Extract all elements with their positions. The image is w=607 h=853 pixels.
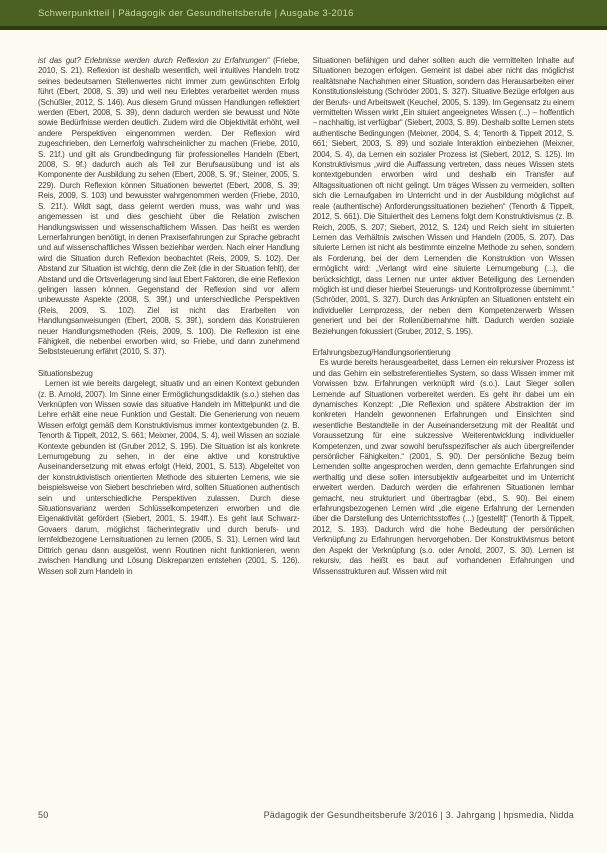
article-body bbox=[38, 56, 574, 796]
paragraph-situationen: Situationen befähigen und daher sollten auch die vermittelten Inhalte auf Situationen bezogen erfolgen. Gemeint ist dabei aber nicht das möglichst realitätsnahe Nachahmen einer Situation, sondern das Herausarbeiten einer Konstitutionsleistung (Schröder 2001, S. 327). Situative Bezüge erfolgen aus der Berufs- und Arbeitswelt (Keuchel, 2005, S. 139). Im Gegensatz zu einem vermittelten Wissen wirkt „Ein situiert angeeignetes Wissen (...) – hoffentlich – nachhaltig, ist verfügbar“ (Siebert, 2003, S. 89). Deshalb sollte Lernen stets authentische Bedingungen (Meixner, 2004, S. 4; Tenorth & Tippelt 2012, S. 661; Siebert, 2003, S. 89) und soziale Interaktion einbeziehen (Meixner, 2004, S. 4), da Lernen ein sozialer Prozess ist (Siebert, 2012, S. 125). Im Konstruktivismus „wird die Auffassung vertreten, dass neues Wissen stets kontextgebunden erworben wird und deshalb ein Transfer auf Alltagssituationen oft nicht gelingt. Um träges Wissen zu vermeiden, sollten sich die Lernaufgaben im Unterricht und in der Ausbildung möglichst auf reale (authentische) Anforderungssituationen beziehen“ (Tenorth & Tippelt, 2012, S. 661). Die Situiertheit des Lernens folgt dem Konstruktivismus (z. B. Reich, 2005, S. 207; Siebert, 2012, S. 124) und Reich sieht im situierten Lernen das Verhältnis zwischen Wissen und Handeln (2005, S. 207). Das situierte Lernen ist nicht als bestimmte einzelne Methode zu sehen, sondern als Forderung, bei der dem Lernenden die Konstruktion von Wissen ermöglicht wird: „Verlangt wird eine situierte Lernumgebung (...), die berücksichtigt, dass Lernen nur unter aktiver Beteiligung des Lernenden möglich ist und dieser hierbei Steuerungs- und Kontrollprozesse übernimmt.“ (Schröder, 2001, S. 327). Durch das Anknüpfen an Situationen entsteht ein individueller Lernprozess, der neben dem Kompetenzerwerb Wissen generiert und bei der Rollenübernahme hilft. Dadurch werden soziale Beziehungen fokussiert (Gruber, 2012, S. 195). bbox=[312, 56, 574, 336]
paragraph-reflexion bbox=[38, 56, 300, 358]
page-number: 50 bbox=[38, 810, 49, 820]
column-right bbox=[313, 56, 575, 796]
paragraph-situationsbezug: Lernen ist wie bereits dargelegt, situativ und an einen Kontext gebunden (z. B. Arnold, 2007). Im Sinne einer Ermöglichungsdidaktik (s.o.) stehen das Verknüpfen von Wissen sowie das situative Handeln im Mittelpunkt und die Lehre erhält eine neue Funktion und Gestalt. Die Generierung von neuem Wissen erfolgt gemäß dem Konstruktivismus immer kontextgebunden (z. B. Tenorth & Tippelt, 2012, S. 661; Meixner, 2004, S. 4), weil Wissen an soziale Kontexte gebunden ist (Gruber 2012, S. 195). Die Situation ist als konkrete Lernumgebung zu sehen, in der eine aktive und konstruktive Auseinandersetzung mit etwas erfolgt (Heid, 2001, S. 513). Abgeleitet von der konstruktivistisch orientierten Methode des situierten Lernens, wie sie beispielsweise von Siebert beschrieben wird, sollten Situationen authentisch sein und unterschiedliche Perspektiven zulassen. Durch diese Situationsvarianz werden Schlüsselkompetenzen erworben und die Eigenaktivität gefördert (Siebert, 2001, S. 194ff.). Es geht laut Schwarz-Govaers darum, möglichst fächerintegrativ und durch berufs- und lernfeldbezogene Lernsituationen zu lernen (2005, S. 31). Lernen wird laut Dittrich genau dann ausgelöst, wenn Routinen nicht funktionieren, wenn zwischen Handlung und Lösung Diskrepanzen entstehen (2001, S. 126). Wissen soll zum Handeln in bbox=[38, 379, 300, 576]
column-left bbox=[38, 56, 300, 796]
page-footer bbox=[38, 810, 574, 820]
running-title: Schwerpunktteil | Pädagogik der Gesundheitsberufe | Ausgabe 3-2016 bbox=[38, 7, 354, 19]
section-heading-situationsbezug: Situationsbezug bbox=[38, 368, 93, 378]
footer-journal-info: Pädagogik der Gesundheitsberufe 3/2016 | 3. Jahrgang | hpsmedia, Nidda bbox=[263, 810, 574, 820]
page-header-bar bbox=[0, 0, 607, 30]
section-heading-erfahrungsbezug: Erfahrungsbezug/Handlungsorientierung bbox=[312, 347, 451, 357]
paragraph-text: (Friebe, 2010, S. 21). Reflexion ist deshalb wesentlich, weil intuitives Handeln trotz seines bedeutsamen Stellenwertes nicht immer zum gewünschten Erfolg führt (Ebert, 2008, S. 39) und weil neu Erlebtes verarbeitet werden muss (Schüßler, 2012, S. 146). Aus diesem Grund müssen Handlungen reflektiert werden (Ebert, 2008, S. 39), denn dadurch werden sie bewusst und Nöte sowie Bedürfnisse werden deutlich. Zudem wird die Objektivität erhöht, weil andere Perspektiven eingenommen werden. Der Reflexion wird zugeschrieben, den Lernerfolg wahrscheinlicher zu machen (Friebe, 2010, S. 21f.) und gilt als Grundbedingung für professionelles Handeln (Ebert, 2008, S. 9f.) dadurch auch als Teil zur Berufsausübung und ist als Komponente der Ausbildung zu sehen (Ebert, 2008, S. 9f.; Steiner, 2005, S. 229). Durch Reflexion können Situationen bewertet (Ebert, 2008, S. 39; Reis, 2009, S. 103) und bewusster wahrgenommen werden (Friebe, 2010, S. 21f.). Wildt sagt, dass gelernt werden muss, was wahr und was angemessen ist und dies geschieht über die Relation zwischen Handlungswissen und wissenschaftlichem Wissen. Das heißt es werden Lernerfahrungen benötigt, in denen Praxiserfahrungen zur Sprache gebracht und auf wissenschaftliches Wissen beziehbar werden. Nach einer Handlung wird die Situation durch Reflexion beobachtet (Reis, 2009, S. 102). Der Abstand zur Situation ist wichtig, denn die Zeit (die in der Situation fehlt), der Abstand und die Ortsverlagerung sind laut Ebert Faktoren, die eine Reflexion gelingen lassen können. Gegenstand der Reflexion sind vor allem unbewusste Aspekte (2008, S. 39f.) und unterschiedliche Perspektiven (Reis, 2009, S. 102). Ziel ist nicht das Erarbeiten von Handlungsanweisungen (Ebert, 2008, S. 39f.), sondern das Konstruieren neuer Handlungsmethoden (Reis, 2009, S. 100). Die Reflexion ist eine Fähigkeit, die nebenbei erworben wird, so Friebe, und dann zunehmend Selbststeuerung erfährt (2010, S. 37). bbox=[38, 56, 300, 357]
quote-continuation: ist das gut? Erlebnisse werden durch Reflexion zu Erfahrungen“ bbox=[38, 56, 270, 65]
paragraph-erfahrungsbezug: Es wurde bereits herausgearbeitet, dass Lernen ein rekursiver Prozess ist und das Gehirn ein selbstreferentielles System, so dass Wissen immer mit Vorwissen bzw. Erfahrungen verknüpft wird (s.o.). Laut Sieger sollen Lernende auf Situationen vorbereitet werden. Es geht ihr dabei um ein dynamisches Konzept: „Die Reflexion und spätere Abstraktion der im konkreten Handeln gewonnenen Erfahrungen und Einsichten sind wesentliche Bestandteile in der Auseinandersetzung mit der Realität und Voraussetzung für eine sukzessive Weiterentwicklung individueller Kompetenzen, und zwar sowohl berufsspezifischer als auch übergreifender persönlicher Fähigkeiten.“ (2001, S. 90). Der persönliche Bezug beim Lernenden sollte angesprochen werden, denn gemachte Erfahrungen sind werthaltig und diese sollen intersubjektiv aufgearbeitet und im Unterricht erweitert werden. Dadurch werden die erfahrenen Situationen lernbar gemacht, neu strukturiert und übertragbar (ebd., S. 90). Bei einem erfahrungsbezogenen Lernen wird „die eigene Erfahrung der Lernenden über die Darstellung des Unterrichtsstoffes (...) [gestellt]“ (Tenorth & Tippelt, 2012, S. 193). Dadurch wird die hohe Bedeutung der persönlichen Verknüpfung zu Erfahrungen hervorgehoben. Der Konstruktivismus betont den Aspekt der Verknüpfung (s.o. oder Arnold, 2007, S. 30). Lernen ist rekursiv, das heißt es baut auf vorhandenen Erfahrungen und Wissensstrukturen auf. Wissen wird mit bbox=[312, 358, 574, 576]
